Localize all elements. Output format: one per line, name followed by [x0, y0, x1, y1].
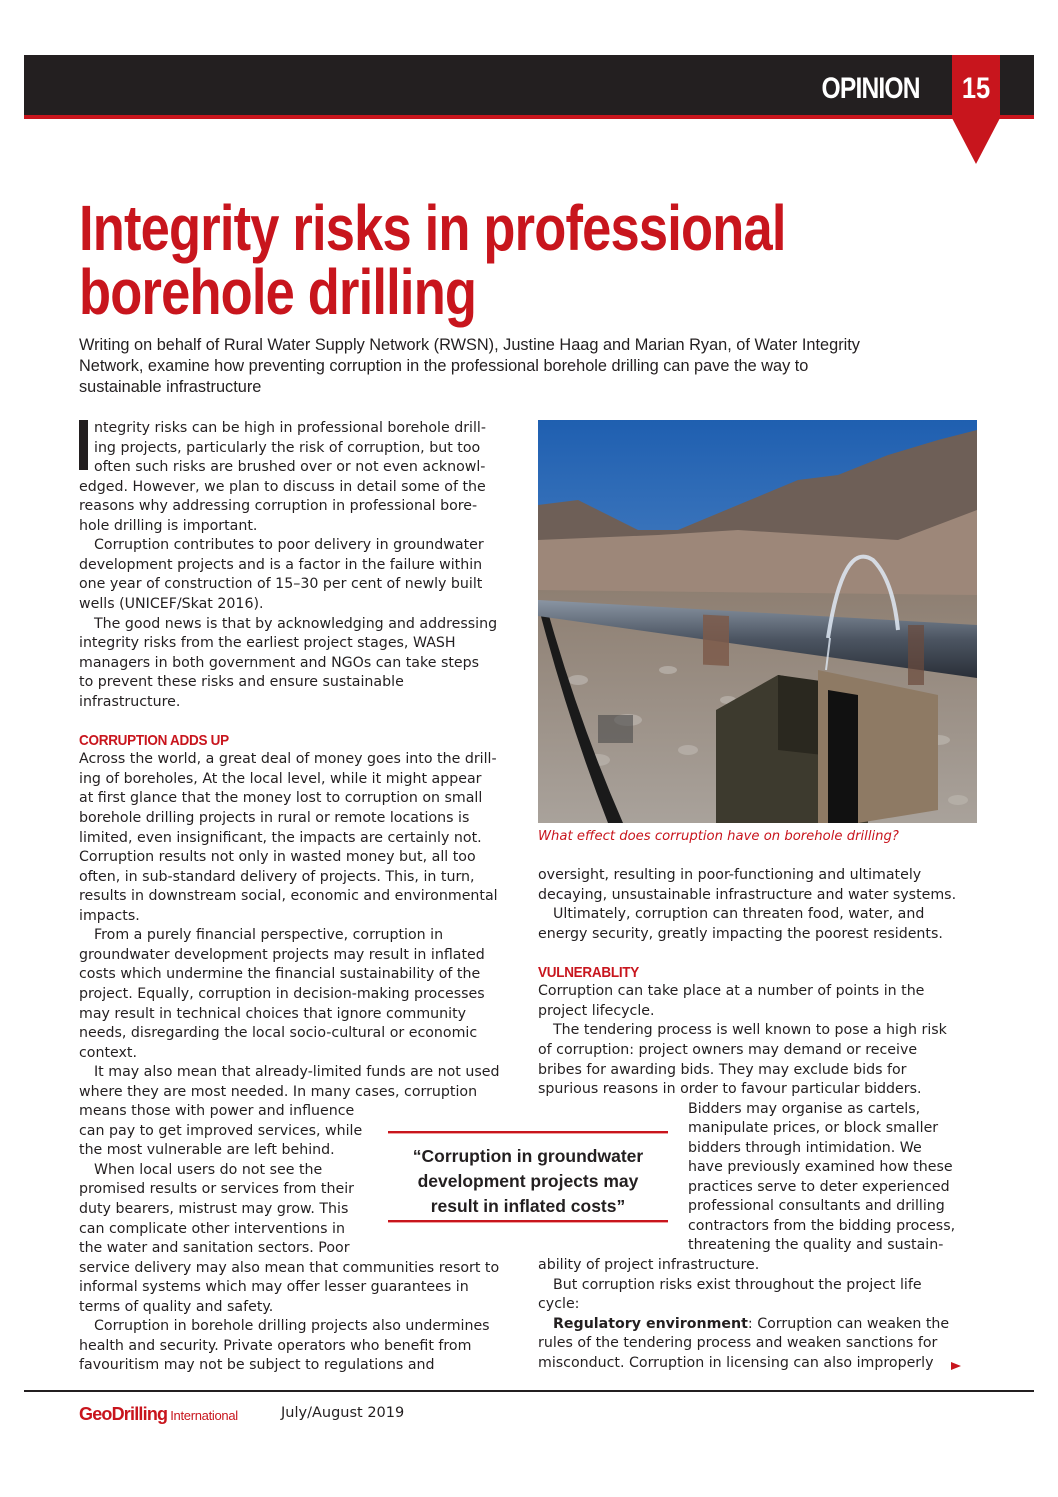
article-title-line: Integrity risks in professional	[79, 192, 786, 264]
left-column	[79, 419, 504, 1379]
text-content: rules of the tendering process and weaken sanctions for	[538, 1335, 938, 1352]
text-content: terms of quality and safety.	[79, 1298, 274, 1315]
pull-quote	[388, 1131, 668, 1223]
text-line	[79, 1298, 273, 1318]
text-content: reasons why addressing corruption in professional bore-	[79, 498, 478, 515]
text-content: duty bearers, mistrust may grow. This	[79, 1201, 349, 1218]
pull-quote-line: result in inflated costs”	[430, 1196, 626, 1216]
pull-quote-bottom-rule	[388, 1220, 668, 1223]
pull-quote-top-rule	[388, 1131, 668, 1134]
text-line	[688, 1158, 953, 1178]
text-line	[79, 1044, 137, 1064]
text-line	[79, 1239, 350, 1259]
text-content: informal systems which may offer lesser guarantees in	[79, 1279, 469, 1296]
arrow-right-icon	[951, 1362, 961, 1370]
text-content: The tendering process is well known to pose a high risk	[553, 1022, 947, 1039]
text-line	[79, 848, 476, 868]
text-line	[79, 1180, 354, 1200]
text-line	[79, 829, 482, 849]
text-line	[538, 886, 956, 906]
text-line	[79, 1083, 477, 1103]
text-line	[79, 536, 484, 556]
text-line	[79, 419, 486, 439]
standfirst-line: Network, examine how preventing corruption in the professional borehole drilling can pave the way to	[79, 356, 809, 375]
text-content: costs which undermine the financial sustainability of the	[79, 966, 481, 983]
text-line	[79, 1161, 322, 1181]
section-label: OPINION	[821, 72, 920, 105]
text-line	[79, 458, 485, 478]
text-content: results in downstream social, economic and environmental	[79, 888, 498, 905]
text-content: health and security. Private operators who benefit from	[79, 1337, 472, 1354]
text-line	[688, 1217, 955, 1237]
text-content: ability of project infrastructure.	[538, 1257, 760, 1274]
text-line	[538, 1276, 922, 1296]
text-content: edged. However, we plan to discuss in detail some of the	[79, 478, 486, 495]
photo-caption: What effect does corruption have on borehole drilling?	[538, 829, 899, 844]
text-content: at first glance that the money lost to corruption on small	[79, 790, 483, 807]
text-line	[688, 1197, 945, 1217]
text-line	[538, 1061, 907, 1081]
standfirst-line: sustainable infrastructure	[79, 377, 262, 396]
pull-quote-line: development projects may	[417, 1171, 639, 1191]
logo-wordmark: GeoDrilling	[79, 1404, 168, 1424]
text-content: wells (UNICEF/Skat 2016).	[79, 595, 264, 612]
page-number: 15	[961, 72, 991, 105]
text-line	[688, 1178, 950, 1198]
text-content: spurious reasons in order to favour particular bidders.	[538, 1081, 922, 1098]
text-content: one year of construction of 15–30 per cent of newly built	[79, 576, 483, 593]
text-content: often, in sub-standard delivery of projects. This, in turn,	[79, 868, 475, 885]
text-content: impacts.	[79, 907, 140, 924]
text-content: may result in technical choices that ignore community	[79, 1005, 467, 1022]
leaking-pipe-photo	[538, 420, 977, 823]
text-content: VULNERABLITY	[538, 963, 640, 981]
text-line	[79, 809, 469, 829]
text-content: groundwater development projects may result in inflated	[79, 946, 485, 963]
page-tab-pointer-icon	[952, 118, 1000, 164]
text-line	[79, 439, 480, 459]
text-line	[538, 1080, 922, 1100]
text-content: Corruption can take place at a number of points in the	[538, 983, 925, 1000]
text-content: managers in both government and NGOs can take steps	[79, 654, 480, 671]
text-line	[79, 1024, 477, 1044]
text-content: energy security, greatly impacting the poorest residents.	[538, 925, 943, 942]
text-line	[79, 654, 479, 674]
text-content: practices serve to deter experienced	[688, 1178, 950, 1195]
text-line	[538, 866, 921, 886]
text-line	[79, 1317, 490, 1337]
text-line	[688, 1139, 922, 1159]
text-line	[79, 1356, 435, 1376]
text-line	[79, 1220, 345, 1240]
text-content: project. Equally, corruption in decision-making processes	[79, 985, 485, 1002]
pull-quote-text	[388, 1144, 668, 1219]
text-content: service delivery may also mean that communities resort to	[79, 1259, 500, 1276]
text-content: ing projects, particularly the risk of corruption, but too	[94, 439, 481, 456]
text-content: misconduct. Corruption in licensing can also improperly	[538, 1354, 934, 1371]
text-line	[79, 907, 140, 927]
text-content: From a purely financial perspective, corruption in	[94, 927, 444, 944]
text-line	[79, 946, 485, 966]
text-content: the most vulnerable are left behind.	[79, 1142, 335, 1159]
text-line	[79, 1122, 362, 1142]
text-content: oversight, resulting in poor-functioning and ultimately	[538, 867, 922, 883]
text-line	[538, 1002, 655, 1022]
text-line	[79, 693, 180, 713]
text-content: cycle:	[538, 1296, 580, 1313]
text-content: Corruption contributes to poor delivery in groundwater	[94, 537, 484, 554]
text-content: But corruption risks exist throughout the project life	[553, 1276, 922, 1293]
text-content: often such risks are brushed over or not even acknowl-	[94, 459, 486, 476]
text-line	[79, 789, 482, 809]
text-line	[79, 868, 475, 888]
text-line	[79, 750, 497, 770]
text-content: of corruption: project owners may demand or receive	[538, 1041, 918, 1058]
section-heading	[79, 731, 229, 751]
text-content: where they are most needed. In many cases, corruption	[79, 1083, 478, 1100]
text-line	[79, 1278, 469, 1298]
text-content: The good news is that by acknowledging and addressing	[94, 615, 498, 632]
standfirst	[79, 334, 924, 397]
text-content: bribes for awarding bids. They may exclude bids for	[538, 1061, 907, 1078]
text-content: professional consultants and drilling	[688, 1198, 945, 1215]
text-line	[79, 1337, 471, 1357]
text-content: Across the world, a great deal of money goes into the drill-	[79, 751, 497, 768]
text-line	[79, 965, 480, 985]
right-column	[538, 866, 978, 1376]
article-photo	[538, 420, 977, 823]
text-content: integrity risks from the earliest project stages, WASH	[79, 635, 456, 652]
text-line	[79, 478, 486, 498]
text-content: context.	[79, 1044, 137, 1061]
text-line	[538, 1021, 947, 1041]
section-heading	[538, 963, 639, 983]
text-line	[79, 634, 456, 654]
text-content: hole drilling is important.	[79, 517, 258, 534]
text-line	[538, 982, 924, 1002]
text-line	[79, 1200, 348, 1220]
text-content: When local users do not see the	[94, 1161, 323, 1178]
text-line	[79, 1063, 499, 1083]
text-content: threatening the quality and sustain-	[688, 1237, 944, 1254]
bold-lead-in: Regulatory environment	[553, 1315, 748, 1332]
issue-date: July/August 2019	[281, 1405, 405, 1421]
text-line	[79, 497, 477, 517]
text-line	[79, 1102, 354, 1122]
text-content: Bidders may organise as cartels,	[688, 1100, 921, 1117]
text-line	[538, 1256, 759, 1276]
text-content: the water and sanitation sectors. Poor	[79, 1240, 350, 1257]
text-content: can complicate other interventions in	[79, 1220, 345, 1237]
text-content: favouritism may not be subject to regulations and	[79, 1357, 435, 1374]
text-content: : Corruption can weaken the	[747, 1315, 950, 1332]
text-content: It may also mean that already-limited funds are not used	[94, 1064, 500, 1081]
text-content: ntegrity risks can be high in professional borehole drill-	[94, 420, 486, 436]
text-content: limited, even insignificant, the impacts are certainly not.	[79, 829, 482, 846]
text-line	[79, 673, 404, 693]
text-line	[79, 1259, 499, 1279]
text-content: manipulate prices, or block smaller	[688, 1120, 939, 1137]
text-content: Corruption results not only in wasted money but, all too	[79, 849, 476, 866]
text-content: CORRUPTION ADDS UP	[79, 731, 229, 749]
footer-rule	[24, 1390, 1034, 1392]
text-line	[538, 905, 924, 925]
text-content: have previously examined how these	[688, 1159, 953, 1176]
text-line	[538, 1315, 949, 1335]
text-line	[79, 1141, 335, 1161]
header-accent-rule	[24, 115, 1034, 119]
article-title-line: borehole drilling	[79, 256, 477, 328]
publication-logo	[79, 1404, 238, 1425]
pull-quote-line: “Corruption in groundwater	[412, 1146, 644, 1166]
text-content: promised results or services from their	[79, 1181, 354, 1198]
text-line	[79, 926, 443, 946]
text-content: decaying, unsustainable infrastructure and water systems.	[538, 886, 957, 903]
text-line	[79, 595, 264, 615]
logo-subtitle: International	[170, 1408, 238, 1423]
text-line	[79, 517, 257, 537]
text-content: development projects and is a factor in the failure within	[79, 556, 483, 573]
text-line	[79, 615, 497, 635]
text-content: to prevent these risks and ensure sustainable	[79, 674, 404, 691]
text-content: bidders through intimidation. We	[688, 1139, 922, 1156]
text-line	[688, 1119, 938, 1139]
text-line	[79, 887, 498, 907]
text-line	[688, 1236, 943, 1256]
text-line	[79, 575, 482, 595]
text-line	[538, 1354, 933, 1374]
text-content: ing of boreholes, At the local level, while it might appear	[79, 770, 482, 787]
text-line	[79, 1005, 466, 1025]
text-content: Corruption in borehole drilling projects also undermines	[94, 1318, 490, 1335]
text-content: Ultimately, corruption can threaten food, water, and	[553, 906, 925, 923]
text-content: needs, disregarding the local socio-cultural or economic	[79, 1025, 478, 1042]
text-content: contractors from the bidding process,	[688, 1217, 956, 1234]
text-line	[538, 1334, 937, 1354]
text-line	[79, 985, 485, 1005]
text-content: borehole drilling projects in rural or remote locations is	[79, 810, 470, 827]
text-content: can pay to get improved services, while	[79, 1122, 363, 1139]
text-line	[538, 1295, 579, 1315]
text-content: project lifecycle.	[538, 1002, 655, 1019]
text-line	[688, 1100, 920, 1120]
text-line	[538, 925, 943, 945]
article-title	[79, 192, 786, 328]
text-line	[538, 1041, 917, 1061]
text-content: infrastructure.	[79, 693, 181, 710]
text-content: means those with power and influence	[79, 1103, 355, 1120]
standfirst-line: Writing on behalf of Rural Water Supply Network (RWSN), Justine Haag and Marian Ryan, of Water Integrity	[79, 335, 860, 354]
text-line	[79, 770, 482, 790]
text-line	[79, 556, 482, 576]
